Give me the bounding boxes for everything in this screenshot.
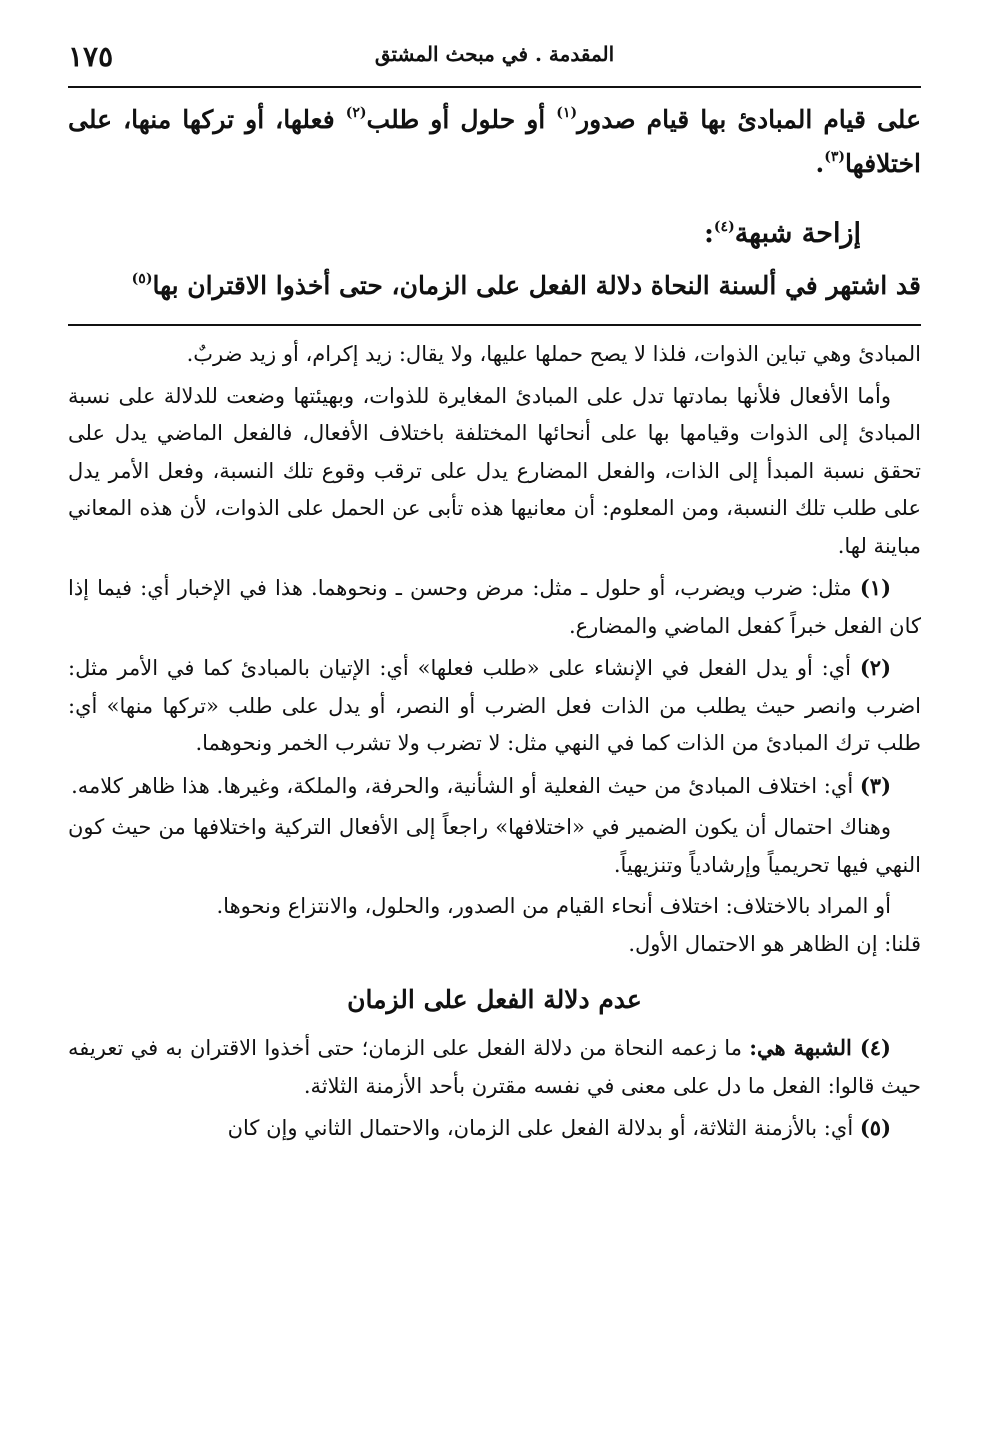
footnote-text: أي: أو يدل الفعل في الإنشاء على «طلب فعلها» أي: الإتيان بالمبادئ كما في الأمر مثل: اضرب وانصر حيث يطلب من الذات فعل الضرب أو النصر، أو يدل على طلب «تركها منها» أي: طلب ترك المبادئ من الذات كما في النهي مثل: لا تضرب ولا تشرب الخمر ونحوهما. xyxy=(68,656,921,755)
main-paragraph-2 xyxy=(68,264,921,308)
footnote-5 xyxy=(68,1109,921,1148)
main-text-segment: . xyxy=(815,149,825,178)
main-text-segment: فعلها، أو تركها منها، على اختلافها xyxy=(68,105,921,178)
footnote-ref-4: (٤) xyxy=(713,219,735,235)
footnote-3 xyxy=(68,767,921,806)
footnotes-block xyxy=(68,336,921,1152)
footnote-number: (٢) xyxy=(859,655,891,680)
footnote-ref-5: (٥) xyxy=(131,271,153,287)
subheading-text: إزاحة شبهة xyxy=(734,218,861,249)
footnote-lead: الشبهة هي: xyxy=(749,1035,860,1060)
footnote-2 xyxy=(68,649,921,763)
running-title: المقدمة . في مبحث المشتق xyxy=(374,42,615,66)
subheading-colon: : xyxy=(703,218,714,249)
footnote-paragraph: أو المراد بالاختلاف: اختلاف أنحاء القيام من الصدور، والحلول، والانتزاع ونحوها. xyxy=(216,894,891,918)
footnote-number: (١) xyxy=(859,575,891,600)
footnote-paragraph: وهناك احتمال أن يكون الضمير في «اختلافها» راجعاً إلى الأفعال التركية واختلافها من حيث كون النهي فيها تحريمياً وإرشادياً وتنزيهياً. xyxy=(68,815,921,877)
footnote-number: (٣) xyxy=(859,772,891,798)
page-header xyxy=(68,34,921,88)
footnote-paragraph: قلنا: إن الظاهر هو الاحتمال الأول. xyxy=(628,931,921,956)
footnote-ref-3: (٣) xyxy=(824,149,846,165)
footnote-paragraph: وأما الأفعال فلأنها بمادتها تدل على المبادئ المغايرة للذوات، وبهيئتها وضعت للدلالة على نسبة المبادئ إلى الذوات وقيامها بها على أنحائها المختلفة باختلاف الأفعال، فالفعل الماضي يدل على تحقق نسبة المبدأ إلى الذات، والفعل المضارع يدل على ترقب وقوع تلك النسبة، وفعل الأمر يدل على طلب تلك النسبة، ومن المعلوم: أن معانيها هذه تأبى عن الحمل على الذوات، لأن هذه المعاني مباينة لها. xyxy=(68,383,921,558)
footnote-text: أي: بالأزمنة الثلاثة، أو بدلالة الفعل على الزمان، والاحتمال الثاني وإن كان xyxy=(227,1116,860,1140)
footnote-ref-2: (٢) xyxy=(345,105,367,121)
footnote-continuation: المبادئ وهي تباين الذوات، فلذا لا يصح حملها عليها، ولا يقال: زيد إكرام، أو زيد ضربٌ. xyxy=(186,342,921,366)
footnote-separator xyxy=(68,324,921,326)
main-text-segment: أو حلول أو طلب xyxy=(366,105,557,134)
footnote-1 xyxy=(68,569,921,645)
footnote-text: مثل: ضرب ويضرب، أو حلول ـ مثل: مرض وحسن ـ ونحوهما. هذا في الإخبار أي: فيما إذا كان الفعل خبراً كفعل الماضي والمضارع. xyxy=(68,576,921,638)
footnote-number: (٥) xyxy=(859,1115,891,1140)
section-title: عدم دلالة الفعل على الزمان xyxy=(347,985,642,1014)
footnote-4 xyxy=(68,1029,921,1105)
footnote-text: ما زعمه النحاة من دلالة الفعل على الزمان؛ حتى أخذوا الاقتران به في تعريفه حيث قالوا: الفعل ما دل على معنى في نفسه مقترن بأحد الأزمنة الثلاثة. xyxy=(68,1036,921,1098)
page-number: ١٧٥ xyxy=(68,40,114,73)
main-text-block xyxy=(68,98,921,308)
main-text-segment: قد اشتهر في ألسنة النحاة دلالة الفعل على الزمان، حتى أخذوا الاقتران بها xyxy=(152,271,921,300)
subheading xyxy=(68,212,921,256)
footnote-ref-1: (١) xyxy=(556,105,578,121)
footnote-number: (٤) xyxy=(859,1035,891,1060)
main-text-segment: على قيام المبادئ بها قيام صدور xyxy=(577,105,921,134)
main-paragraph-1 xyxy=(68,98,921,186)
footnote-text: أي: اختلاف المبادئ من حيث الفعلية أو الشأنية، والحرفة، والملكة، وغيرها. هذا ظاهر كلامه. xyxy=(71,773,860,798)
